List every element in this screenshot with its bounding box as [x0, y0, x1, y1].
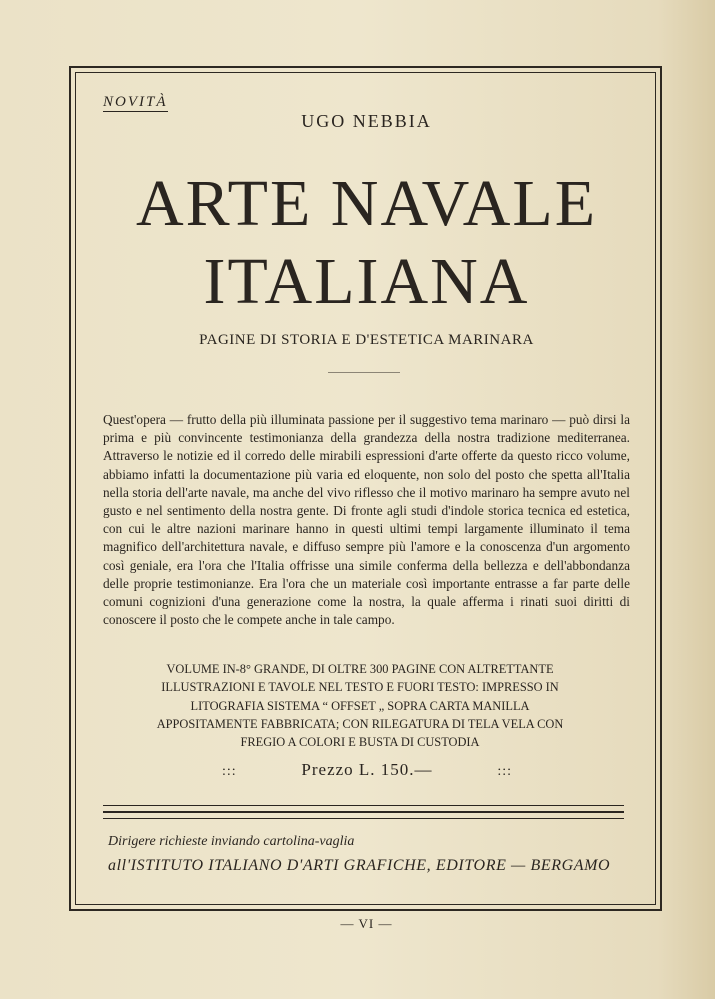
price-label: Prezzo L. 150.— — [301, 760, 433, 779]
title-line-1: ARTE NAVALE — [135, 167, 598, 240]
description-paragraph: Quest'opera — frutto della più illuminata passione per il suggestivo tema marinaro — può dirsi la prima e più convincente testimonianza della grandezza della nostra tradizione mediterranea. Attraverso le notizie ed il corredo delle mirabili espressioni d'arte offerte da questo ricco volume, abbiamo infatti la documentazione più varia ed eloquente, non solo del posto che spetta all'Italia nella storia dell'arte navale, ma anche del vivo riflesso che il motivo marinaro ha sempre avuto nel gusto e nel sentimento della nostra gente. Di fronte agli studi d'indole storica tecnica ed estetica, con cui le altre nazioni marinare hanno in questi ultimi tempi largamente illuminato il tema magnifico dell'architettura navale, e diffuso sempre più l'amore e la conoscenza d'un argomento così geniale, era l'ora che l'Italia offrisse una simile conferma della bellezza e dell'abbondanza delle proprie testimonianze. Era l'ora che un materiale così importante entrasse a far parte delle comuni cognizioni d'una generazione come la nostra, la quale afferma i rinati suoi diritti di conoscere il posto che le compete anche in tale campo. — [103, 412, 630, 628]
author-name: UGO NEBBIA — [301, 111, 432, 131]
short-divider — [328, 372, 400, 373]
ornament-left: ::: — [222, 764, 237, 779]
double-rule-bottom — [103, 812, 624, 819]
volume-specifications: VOLUME IN-8° GRANDE, DI OLTRE 300 PAGINE CON ALTRETTANTE ILLUSTRAZIONI E TAVOLE NEL TESTO E FUORI TESTO: IMPRESSO IN LITOGRAFIA SISTEMA “ OFFSET „ SOPRA CARTA MANILLA APPOSITAMENTE FABBRICATA; CON RILEGATURA DI TELA VELA CON FREGIO A COLORI E BUSTA DI CUSTODIA — [156, 662, 564, 750]
order-instructions: Dirigere richieste inviando cartolina-vaglia — [108, 834, 355, 849]
subtitle: PAGINE DI STORIA E D'ESTETICA MARINARA — [199, 332, 534, 348]
novita-label: NOVITÀ — [103, 94, 168, 110]
ornament-right: ::: — [497, 764, 512, 779]
double-rule-top — [103, 805, 624, 812]
publisher-address: all'ISTITUTO ITALIANO D'ARTI GRAFICHE, EDITORE — BERGAMO — [108, 857, 611, 874]
price-row — [222, 760, 512, 784]
title-line-2: ITALIANA — [203, 245, 530, 318]
page-number: — VI — — [340, 916, 393, 931]
